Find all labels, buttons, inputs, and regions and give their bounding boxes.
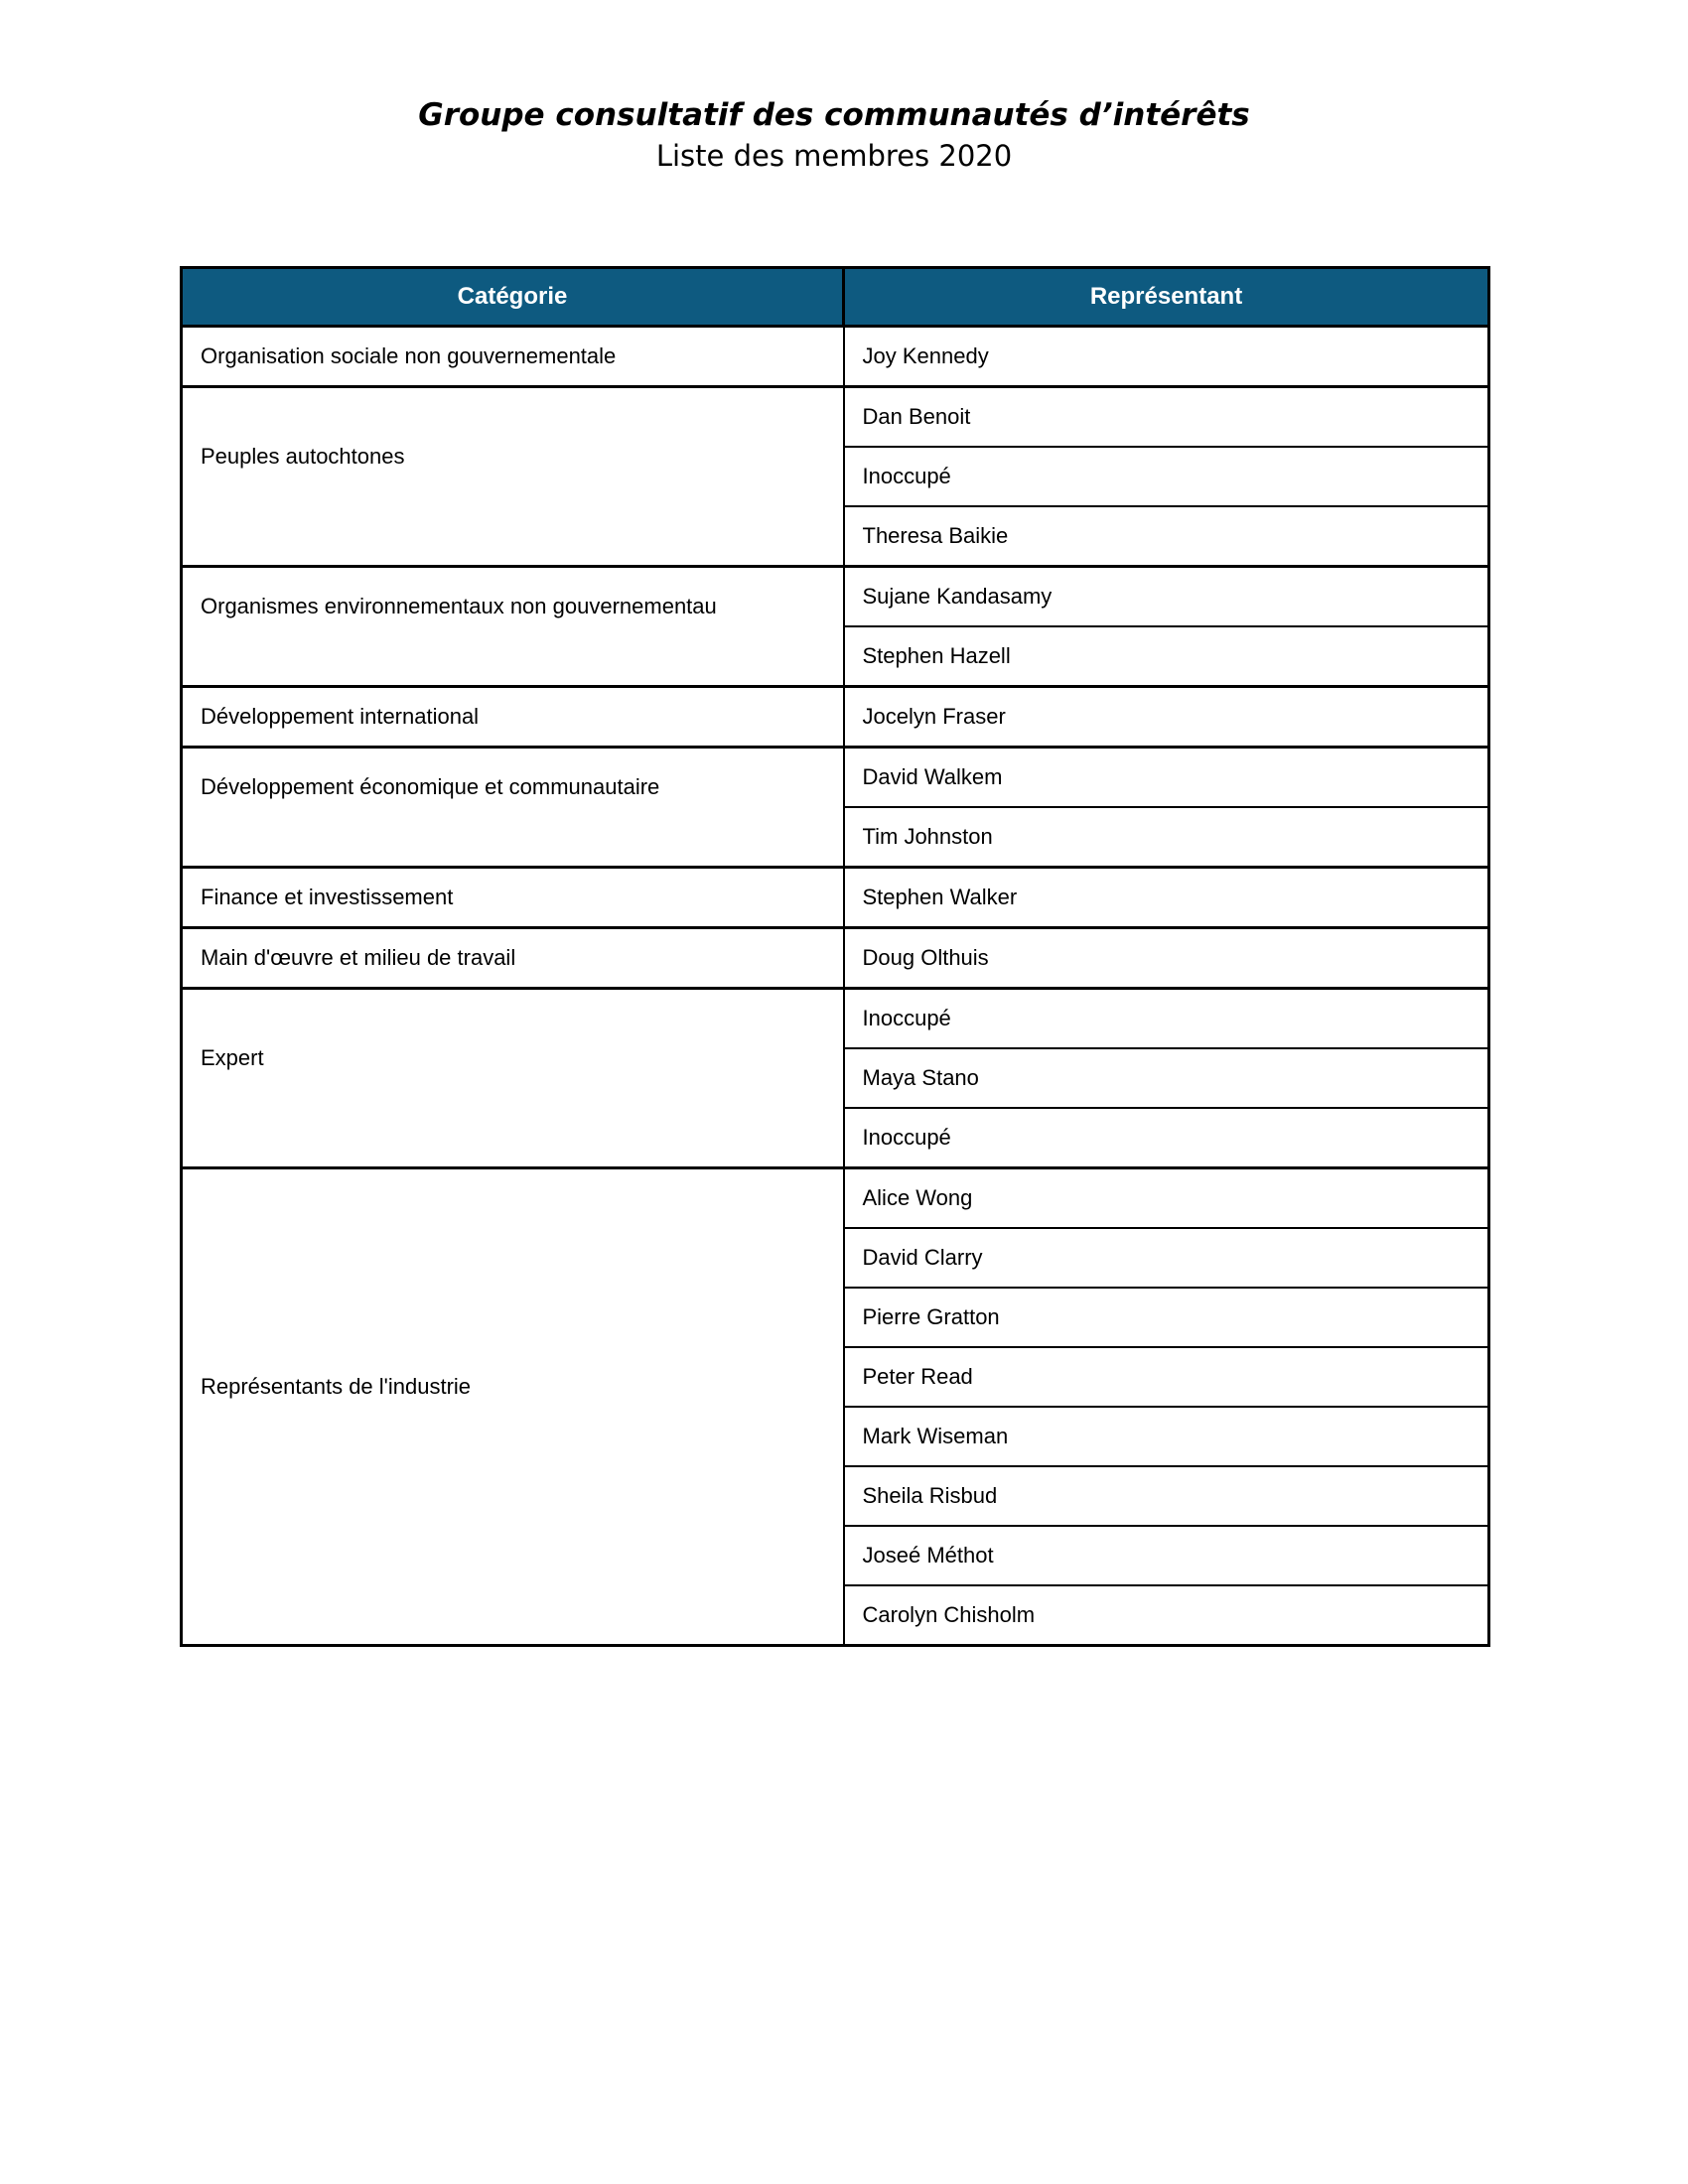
- representative-cell: Joseé Méthot: [844, 1526, 1489, 1585]
- representative-cell: Stephen Walker: [844, 868, 1489, 928]
- representative-cell: Joy Kennedy: [844, 327, 1489, 387]
- representative-cell: Jocelyn Fraser: [844, 687, 1489, 748]
- members-table: [180, 266, 1490, 1647]
- category-cell: Expert: [182, 989, 844, 1168]
- table-row: [182, 989, 1489, 1049]
- representative-cell: Dan Benoit: [844, 387, 1489, 448]
- representative-cell: Mark Wiseman: [844, 1407, 1489, 1466]
- representative-cell: Maya Stano: [844, 1048, 1489, 1108]
- representative-cell: Sheila Risbud: [844, 1466, 1489, 1526]
- representative-cell: Inoccupé: [844, 447, 1489, 506]
- representative-cell: Alice Wong: [844, 1168, 1489, 1229]
- representative-cell: Theresa Baikie: [844, 506, 1489, 567]
- category-cell: Développement économique et communautaire: [182, 748, 844, 868]
- category-cell: Peuples autochtones: [182, 387, 844, 567]
- category-cell: Main d'œuvre et milieu de travail: [182, 928, 844, 989]
- table-row: [182, 748, 1489, 808]
- representative-cell: David Walkem: [844, 748, 1489, 808]
- representative-cell: David Clarry: [844, 1228, 1489, 1288]
- representative-cell: Sujane Kandasamy: [844, 567, 1489, 627]
- category-cell: Développement international: [182, 687, 844, 748]
- table-header-row: [182, 268, 1489, 327]
- category-cell: Organisation sociale non gouvernementale: [182, 327, 844, 387]
- category-cell: Finance et investissement: [182, 868, 844, 928]
- table-row: [182, 687, 1489, 748]
- document-subtitle: Liste des membres 2020: [655, 139, 1013, 173]
- representative-cell: Pierre Gratton: [844, 1288, 1489, 1347]
- table-row: [182, 387, 1489, 448]
- column-header-category: Catégorie: [182, 268, 844, 327]
- table-row: [182, 327, 1489, 387]
- representative-cell: Peter Read: [844, 1347, 1489, 1407]
- table-row: [182, 567, 1489, 627]
- representative-cell: Stephen Hazell: [844, 626, 1489, 687]
- table-row: [182, 1168, 1489, 1229]
- category-cell: Organismes environnementaux non gouvernementau: [182, 567, 844, 687]
- representative-cell: Carolyn Chisholm: [844, 1585, 1489, 1646]
- representative-cell: Inoccupé: [844, 989, 1489, 1049]
- table-row: [182, 928, 1489, 989]
- column-header-representative: Représentant: [844, 268, 1489, 327]
- document-title: Groupe consultatif des communautés d’intérêts: [418, 97, 1250, 133]
- representative-cell: Doug Olthuis: [844, 928, 1489, 989]
- table-row: [182, 868, 1489, 928]
- representative-cell: Tim Johnston: [844, 807, 1489, 868]
- representative-cell: Inoccupé: [844, 1108, 1489, 1168]
- category-cell: Représentants de l'industrie: [182, 1168, 844, 1646]
